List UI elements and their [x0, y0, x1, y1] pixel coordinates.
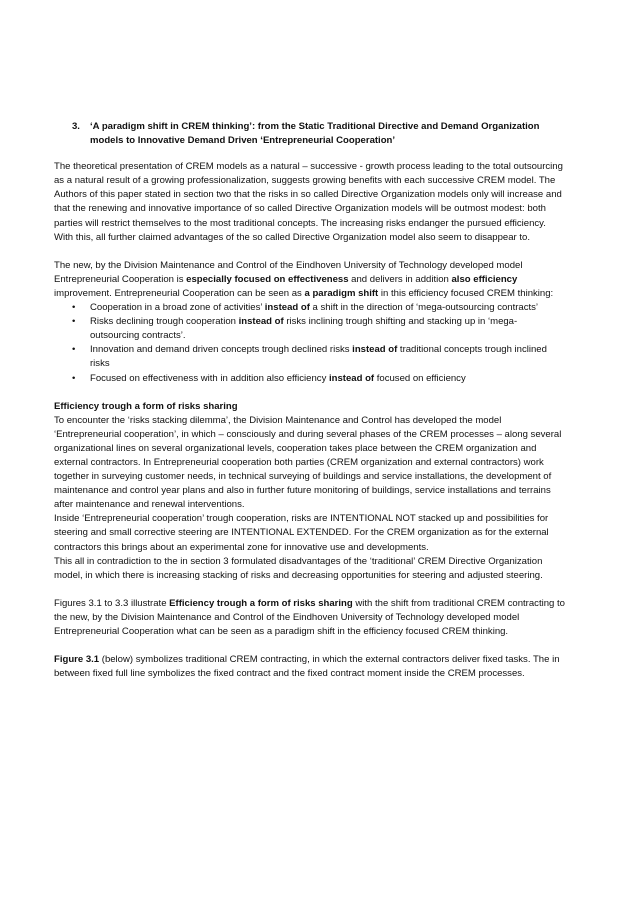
paragraph-new-model: The new, by the Division Maintenance and Control of the Eindhoven University of Technology developed model Entrepreneurial Cooperation is especially focused on effectiveness and delivers in addition also efficiency improvement. Entrepreneurial Cooperation can be seen as a paradigm shift in this efficiency focused CREM thinking:	[54, 259, 554, 299]
emphasis-efficiency: also efficiency	[451, 273, 518, 285]
subsection-heading: Efficiency trough a form of risks sharing	[54, 400, 238, 412]
emphasis-paradigm-shift: a paradigm shift	[304, 287, 379, 299]
emphasis-effectiveness: especially focused on effectiveness	[186, 273, 349, 285]
list-item: • Focused on effectiveness with in addition also efficiency instead of focused on efficiency	[54, 372, 566, 386]
paragraph-figure-3-1: Figure 3.1 (below) symbolizes traditional CREM contracting, in which the external contractors deliver fixed tasks. The in between fixed full line symbolizes the fixed contract and the fixed contract moment inside the CREM processes.	[54, 654, 560, 680]
emphasis-risks-sharing: Efficiency trough a form of risks sharing	[169, 597, 353, 609]
paragraph-risks-stacking: To encounter the ‘risks stacking dilemma’, the Division Maintenance and Control has developed the model ‘Entrepreneurial cooperation’, in which – consciously and during several phases of the CREM processes – along several organizational lines on several organizational levels, cooperation takes place between the CREM organization and external contractors. In Entrepreneurial cooperation both parties (CREM organization and external contractors) work together in surveying customer needs, in technical surveying of buildings and service installations, the development of maintenance and control year plans and also in further future monitoring of buildings, service installations and terrains after maintenance and renewal interventions.	[54, 414, 562, 511]
section-heading	[54, 120, 566, 148]
bullet-icon: •	[72, 372, 76, 384]
list-item: • Risks declining trough cooperation instead of risks inclining trough shifting and stacking up in ‘mega-outsourcing contracts’.	[72, 316, 518, 342]
paragraph-figures: Figures 3.1 to 3.3 illustrate Efficiency trough a form of risks sharing with the shift from traditional CREM contracting to the new, by the Division Maintenance and Control of the Eindhoven University of Technology developed model Entrepreneurial Cooperation what can be seen as a paradigm shift in the efficiency focused CREM thinking.	[54, 597, 565, 637]
paragraph-theoretical-presentation: The theoretical presentation of CREM models as a natural – successive - growth process leading to the total outsourcing as a natural result of a growing professionalization, suggests growing benefits with each successive CREM model. The Authors of this paper stated in section two that the risks in so called Directive Organization models only will increase and that the renewing and innovative importance of so called Directive Organization models will be outmost modest: both parties will restrict themselves to the most traditional concepts. The increasing risks endanger the pursued efficiency. With this, all further claimed advantages of the so called Directive Organization model also seem to disappear to.	[54, 161, 563, 243]
list-item: • Cooperation in a broad zone of activities’ instead of a shift in the direction of ‘mega-outsourcing contracts’	[54, 301, 566, 315]
section-title: ‘A paradigm shift in CREM thinking’: from the Static Traditional Directive and Demand Organization models to Innovative Demand Driven ‘Entrepreneurial Cooperation’	[90, 121, 540, 147]
section-number: 3.	[72, 121, 80, 132]
bullet-icon: •	[72, 344, 76, 356]
list-item: • Innovation and demand driven concepts trough declined risks instead of traditional concepts trough inclined risks	[72, 344, 547, 370]
figure-reference: Figure 3.1	[54, 654, 100, 666]
bullet-list	[54, 301, 566, 386]
bullet-icon: •	[72, 302, 76, 314]
bullet-icon: •	[72, 316, 76, 328]
paragraph-contradiction: This all in contradiction to the in section 3 formulated disadvantages of the ‘traditional’ CREM Directive Organization model, in which there is increasing stacking of risks and decreasing opportunities for steering and adjusted steering.	[54, 555, 543, 581]
paragraph-intentional: Inside ‘Entrepreneurial cooperation’ trough cooperation, risks are INTENTIONAL NOT stacked up and possibilities for steering and small corrective steering are INTENTIONAL EXTENDED. For the CREM organization as for the external contractors this brings about an experimental zone for innovative use and developments.	[54, 513, 549, 553]
